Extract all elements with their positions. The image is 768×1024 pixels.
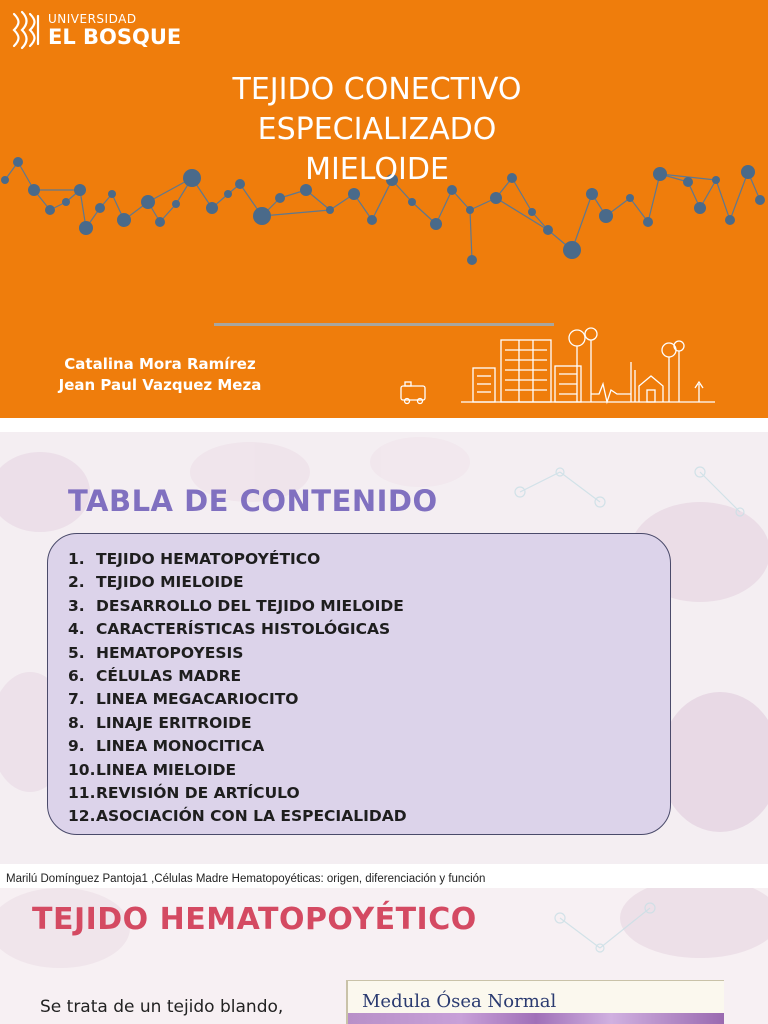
network-node bbox=[326, 206, 334, 214]
author-1: Catalina Mora Ramírez bbox=[64, 355, 256, 373]
network-node bbox=[725, 215, 735, 225]
network-node bbox=[275, 193, 285, 203]
network-node bbox=[45, 205, 55, 215]
network-link bbox=[470, 210, 472, 260]
authors bbox=[40, 354, 280, 396]
author-2: Jean Paul Vazquez Meza bbox=[58, 376, 262, 394]
network-node bbox=[490, 192, 502, 204]
network-node bbox=[253, 207, 271, 225]
toc-item[interactable]: 8. LINAJE ERITROIDE bbox=[68, 713, 252, 732]
network-node bbox=[466, 206, 474, 214]
network-link bbox=[730, 172, 748, 220]
title-slide bbox=[0, 0, 768, 432]
network-node bbox=[79, 221, 93, 235]
network-node bbox=[430, 218, 442, 230]
toc-item[interactable]: 10.LINEA MIELOIDE bbox=[68, 760, 237, 779]
network-node bbox=[741, 165, 755, 179]
network-link bbox=[262, 210, 330, 216]
toc-item[interactable]: 7. LINEA MEGACARIOCITO bbox=[68, 690, 299, 709]
title-line-3: MIELOIDE bbox=[305, 152, 449, 187]
network-node bbox=[206, 202, 218, 214]
network-node bbox=[528, 208, 536, 216]
network-node bbox=[155, 217, 165, 227]
hematopoietic-tissue-slide bbox=[0, 888, 768, 1024]
network-node bbox=[683, 177, 693, 187]
citation-text: Marilú Domínguez Pantoja1 ,Células Madre Hematopoyéticas: origen, diferenciación y función bbox=[6, 873, 486, 885]
toc-item[interactable]: 4. CARACTERÍSTICAS HISTOLÓGICAS bbox=[68, 620, 391, 639]
university-logo bbox=[10, 8, 181, 52]
toc-item[interactable]: 12.ASOCIACIÓN CON LA ESPECIALIDAD bbox=[68, 807, 407, 826]
logo-line2: EL BOSQUE bbox=[48, 24, 182, 49]
network-node bbox=[643, 217, 653, 227]
logo-line1: UNIVERSIDAD bbox=[48, 11, 137, 26]
title-line-1: TEJIDO CONECTIVO bbox=[232, 72, 522, 107]
toc-title: TABLA DE CONTENIDO bbox=[68, 484, 438, 518]
network-node bbox=[599, 209, 613, 223]
network-link bbox=[716, 180, 730, 220]
network-node bbox=[1, 176, 9, 184]
toc-item[interactable]: 5. HEMATOPOYESIS bbox=[68, 643, 244, 662]
toc-item[interactable]: 6. CÉLULAS MADRE bbox=[68, 666, 242, 685]
crest-icon bbox=[10, 8, 42, 52]
table-of-contents-slide bbox=[0, 432, 768, 864]
toc-item[interactable]: 9. LINEA MONOCITICA bbox=[68, 737, 265, 756]
toc-list bbox=[68, 548, 407, 829]
hospital-city-illustration bbox=[395, 322, 725, 412]
network-node bbox=[224, 190, 232, 198]
network-node bbox=[712, 176, 720, 184]
network-node bbox=[626, 194, 634, 202]
network-node bbox=[367, 215, 377, 225]
title-line-2: ESPECIALIZADO bbox=[257, 112, 497, 147]
slide-title bbox=[130, 70, 624, 190]
section-title: TEJIDO HEMATOPOYÉTICO bbox=[32, 902, 477, 937]
network-node bbox=[141, 195, 155, 209]
network-link bbox=[496, 198, 548, 230]
network-link bbox=[648, 174, 660, 222]
network-node bbox=[467, 255, 477, 265]
network-node bbox=[172, 200, 180, 208]
network-node bbox=[755, 195, 765, 205]
section-paragraph: Se trata de un tejido blando, bbox=[40, 997, 284, 1017]
toc-item[interactable]: 3. DESARROLLO DEL TEJIDO MIELOIDE bbox=[68, 596, 404, 615]
network-node bbox=[653, 167, 667, 181]
network-node bbox=[694, 202, 706, 214]
network-node bbox=[543, 225, 553, 235]
network-node bbox=[28, 184, 40, 196]
network-node bbox=[563, 241, 581, 259]
figure-caption: Medula Ósea Normal bbox=[362, 991, 557, 1012]
network-node bbox=[95, 203, 105, 213]
toc-item[interactable]: 1. TEJIDO HEMATOPOYÉTICO bbox=[68, 550, 321, 568]
network-node bbox=[108, 190, 116, 198]
toc-item[interactable]: 2. TEJIDO MIELOIDE bbox=[68, 573, 244, 592]
toc-item[interactable]: 11.REVISIÓN DE ARTÍCULO bbox=[68, 783, 300, 802]
slide-bottom-band bbox=[0, 418, 768, 432]
micrograph-image bbox=[348, 1013, 724, 1024]
network-node bbox=[74, 184, 86, 196]
bone-marrow-figure bbox=[346, 980, 724, 1024]
network-node bbox=[408, 198, 416, 206]
network-node bbox=[13, 157, 23, 167]
network-node bbox=[117, 213, 131, 227]
network-node bbox=[62, 198, 70, 206]
